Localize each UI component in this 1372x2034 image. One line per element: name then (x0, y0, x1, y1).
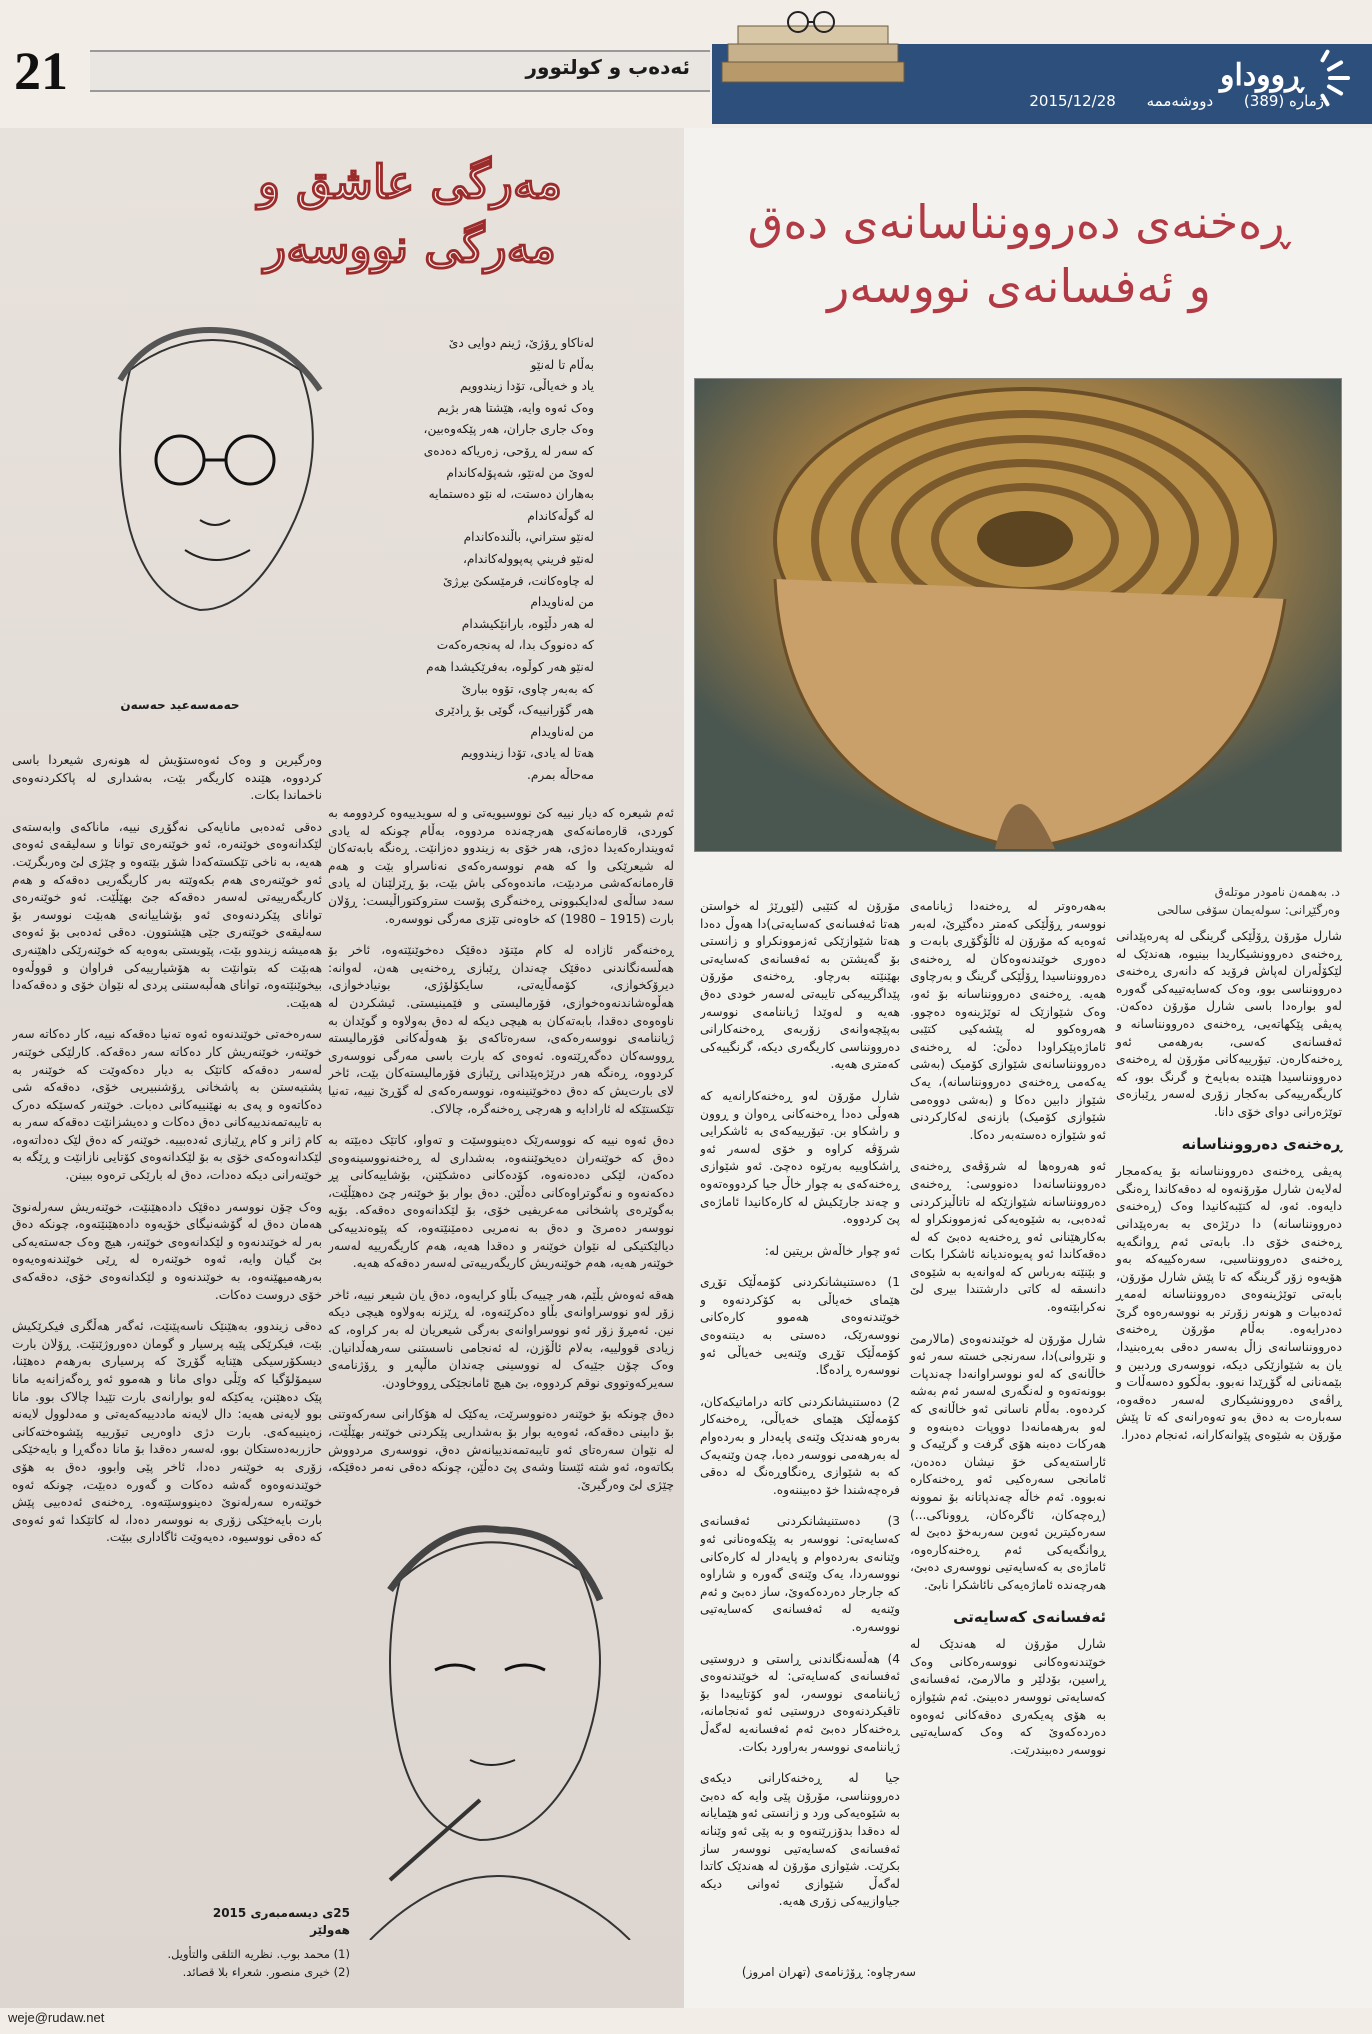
issue-weekday: دووشەممە (1146, 92, 1214, 110)
poem-line: وەک جاری جاران، هەر پێکەوەبین، (423, 422, 594, 437)
books-illustration (718, 4, 908, 86)
logo-text: ڕووداو (1220, 59, 1304, 92)
footer-email: weje@rudaw.net (8, 2010, 105, 2025)
poem-line: بەڵام تا لەنێو (530, 357, 594, 372)
section-bar (90, 50, 710, 92)
article1-title-line1: ڕەخنەی دەروونناسانەی دەق (747, 195, 1291, 249)
article1-author: د. بەهمەن نامودر موتلەق (1214, 885, 1340, 899)
paragraph: شارل مۆرۆن لەو ڕەخنەکارانەیە کە هەوڵی دەدا ڕەخنەکانی ڕەوان و ڕوون و راشکاو بن. تیۆرییەکەی بە ئاشکرایی شرۆڤە کراوە و خۆی لەسەر ئەو ڕاشکاوییە بەرێوە دەچێ. ئەو شێوازی ڕەخنەکەی بە چوار خاڵ جیا کردووەتەوە و چەند جارێکیش لە کارەکانیدا ئاماژەی پێ کردووە. (700, 1088, 900, 1227)
paragraph: دەق ئەوە نییە کە نووسەرێک دەینووسێت و تەواو، کاتێک دەبێتە بە دەق کە خوێنەران دەیخوێننەوە، بەشداری لە ڕەخنەنووسینەوەی دەکەن، لێکی دەدەنەوە، کۆدەکانی دەشکێنن، بۆشاییەکانی پڕ دەکەنەوە و نەگوتراوەکانی دەڵێن. دەق بوار بۆ خوێنەر چێ دەهێڵێت، بەگوێرەی پاشخانی مەعریفیی خۆی، بۆ لێکدانەوەی دەقەکە. بۆیە نووسەر دەمرێ و دەق بە نەمریی دەمێنێتەوە، کە پێوەندییەکی دیالێکتیکی لە نێوان خوێنەر و دەقدا هەیە، هەم کاریگەرییە لەسەر خوێنەر هەیە، هەم خوێنەریش کاریگەرییەتی لەسەر دەقەکە هەیە. (328, 1133, 674, 1271)
page-number: 21 (14, 41, 68, 101)
section-title: ئەدەب و کولتوور (525, 55, 690, 79)
paragraph: شارل مۆرۆن لە خوێندنەوەی (مالارمێ و نێروانی)دا، سەرنجی خستە سەر ئەو خاڵانەی کە لەو نووسراوانەدا چەندپات بوونەتەوە و لەنگەری لەسەر ئەم بەشە کردەوە. بەڵام ناسانی ئەو خاڵانەی کە لەو بەرهەمانەدا دووپات دەبنەوە و هەرکات دەبنە هۆی گرفت و گرێیەک و ئاراستەیەکی خۆ نیشان دەدەن، ئامانجی سەرەکیی ئەو ڕەخنەکارە نەبووە. ئەم خاڵە چەندپاتانە بۆ نموونە (ڕەچەکان، ئاگرەکان، ڕووناکی...) سەرەکیترین ئەوین سەربەخۆ دەبێ لە ڕوانگەیەکی ئەم ڕەخنەکارەوە، ئاماژەی بە کەسایەتیی نووسەری دەبێ، هەرچەندە ئاماژەیەکی نائاشکرا نابێ. (910, 1331, 1106, 1592)
paragraph: ئەم شیعرە کە دیار نییە کێ نووسیویەتی و لە سویدییەوە کردوومە بە کوردی، قارەمانەکەی هەرچەندە مردووە، بەڵام چونکە لە یادی ئەویندارەکەیدا دەژی، هەر خۆی بە زیندوو دەزانێت. ڕەنگە بابەتەکان لە شیعرێکی وا کە هەم نووسەرەکەی نەناسراو بێت و هەم قارەمانەکەشی مردبێت، ماندەوەکی باش بێت، بۆ ڕێزلێنان لە یادی سەد ساڵەی لەدایکبوونی ڕەخنەگری پۆست ستروکتوراڵیست: ڕۆلان بارت (1915 – 1980) کە خاوەنی تێزی مەرگی نووسەرە. (328, 806, 674, 926)
paragraph: شارل مۆرۆن ڕۆڵێکی گرینگی لە پەرەپێدانی ڕەخنەی دەروونشیکاریدا بینیوە، هەندێک لە لێکۆڵەران لەپاش فرۆید کە دانەری ڕەخنەی دەروونناسی بوو، وەک کەسایەتییەکی گەورە لەو بوارەدا باسی شارل مۆرۆن دەکەن. پەیڤی پێکهاتەیی، ڕەخنەی دەروونناسانە و ئەفسانەی کەسی، بەرهەمی ئەو ڕەخنەکارەن. تیۆرییەکانی مۆرۆن لە ڕەخنەی دەروونناسیدا هێندە بەبایەخ و گرنگ بوو، کە کاریگەرییەکی بەکجار زۆری لەسەر ڕێبازەی توێژەرانی دوای خۆی دانا. (1116, 929, 1342, 1119)
paragraph: دەقی ئەدەبی مانایەکی نەگۆڕی نییە، ماناکەی وابەستەی لێکدانەوەی خوێنەرە، ئەو خوێنەرەی توانا و سەلیقەی ئەوەی هەیە، بە ناخی تێکستەکەدا شۆڕ بێتەوە و چێژی لێ وەربگرێت. ئەو خوێنەرەی هەم بکەوێتە بەر کاریگەریی دەقەکە و هەم کاریگەرییەتی لەسەر دەقەکە جێ بهێڵێت. ئەو خوێنەرەی توانای پێکردنەوەی ئەو بۆشاییانەی هەبێت نووسەر بۆ سەلیقەی خوێنەری جێی هێشتوون. دەقی ئەدەبی بۆ ئەوەی هەمیشە زیندوو بێت، پێویستی بەوەیە کە خوێنەرێکی داهێنەری هەبێت کە بتوانێت بە هۆشیارییەکی فراوان و قووڵەوە بیخوێنێتەوە، توانای هەڵبەستنی پردی لە نێوان خۆی و دەقەکەدا هەبێت. (12, 819, 322, 1010)
article2-column-left (12, 752, 322, 1892)
poem-line: من لەناویدام (530, 724, 594, 739)
paragraph: ڕەخنەگەر ئازادە لە کام مێتۆد دەقێک دەخوێنێتەوە، ئاخر بۆ هەڵسەنگاندنی دەقێک چەندان ڕێبازی ڕەخنەیی هەن، لەوانە: دیرۆکخوازی، کۆمەڵایەتی، سایکۆلۆژی، بونیادخوازی، هەڵوەشاندنەوەخوازی، فۆرمالیستی و فێمینیستی. ئیشکردن لە ناوەوەی دەقدا، بابەتەکان بە هیچی دیکە لە دەق بەولاوە و گوێدان بە ژیاننامەی نووسەرەکەی، سەرەتاکەی بۆ هەوڵەکانی فۆرمالیستە ڕووسەکان دەگەڕێتەوە. ئەوەی کە بارت باسی مەرگی نووسەری کردووە، ڕەنگە هەر درێژەپێدانی ڕێبازی فۆرمالیستەکان بێت، ئاخر لای بارت‌یش کە دەق دەخوێنینەوە، نووسەرەکەی لە گۆڕێ نییە، تەنیا تێکستێکە لە ئارادایە و هەرچی ڕەخنەگرە، چالاک. (328, 943, 674, 1116)
poem-line: یاد و خەیاڵی، تۆدا زیندوویم (459, 379, 594, 394)
poem-line: کە سەر لە ڕۆحی، زەریاکە دەدەی (423, 443, 594, 458)
poem-line: لەوێ من لەنێو، شەپۆلەکاندام (446, 465, 594, 480)
article2-title-line1: مەرگی عاشق و (257, 155, 563, 209)
paragraph: 4) هەڵسەنگاندنی ڕاستی و دروستیی ئەفسانەی کەسایەتی: لە خوێندنەوەی ژیاننامەی نووسەر، لەو کۆتاییەدا بۆ تاقیکردنەوەی دروستیی ئەو ئەنجامانە، ڕەخنەکار دەبێ ئەم ئەفسانەیە لەگەڵ ژیاننامەی نووسەر بەراورد بکات. (700, 1651, 900, 1754)
paragraph: وەک چۆن نووسەر دەقێک دادەهێنێت، خوێنەریش سەرلەنوێ هەمان دەق لە گۆشەنیگای خۆیەوە دادەهێنێتەوە، چونکە دەق بەر لە خوێندنەوە و لێکدانەوەی خوێنەر، هیچ وەک جەستەیەکی بێ گیان وایە، ئەوە خوێنەرە لە ڕێی خوێندنەوەیەوە بەرهەمیهێنەوە، بە خوێندنەوە و لێکدانەوەی خۆی، دەقەکەی خۆی دروست دەکات. (12, 1199, 322, 1302)
article1-title-line2: و ئەفسانەی نووسەر (827, 259, 1211, 313)
page-header (0, 0, 1372, 128)
article2-references (60, 1945, 350, 1981)
maze-head-illustration (694, 378, 1342, 852)
paragraph: بەهەرەوتر لە ڕەخنەدا ژیانامەی نووسەر ڕۆڵێکی کەمتر دەگێڕێ، لەبەر ئەوەیە کە مۆرۆن لە ئاڵۆگۆڕی بابەت و دەوری خوێندنەوەکان لە ڕەخنەی دەروونناسیدا ڕۆڵێکی گرینگ و بەرچاوی هەیە. ڕەخنەی دەروونناسانە بۆ ئەو، وەک شێوازێک لە توێژینەوە دەچوو. هەروەکوو لە پێشەکیی کتێبی ئاماژەپێکراودا دەڵێ: لە ڕەخنەی دەروونناسانەی شێوازی کۆمیک (بەشی یەکەمی ڕەخنەی دەروونناسانە)، یەک شێواز دابین دەکا و (بەشی دووەمی شێوازی کۆمیک) بازنەی لەکارکردنی ئەو شێوازە دەستەبەر دەکا. (910, 899, 1106, 1142)
article1-subheading-1: ڕەخنەی دەروونناسانە (1181, 1134, 1342, 1153)
issue-line (724, 92, 1324, 118)
poem-line: لەنێو هەر کوڵوە، بەفرێکیشدا هەم (426, 659, 594, 674)
paragraph: 3) دەستنیشانکردنی ئەفسانەی کەسایەتی: نووسەر بە پێکەوەنانی ئەو وێنانەی بەردەوام و پایەدار لە کارەکانی نووسەردا، یەک وێنەی گەورە و شاراوە کە جارجار دەردەکەوێ، ساز دەبێ و ئەم وێنەیە لە ئەفسانەی کەسایەتیی نووسەرە. (700, 1514, 900, 1634)
author-portrait-sketch (90, 310, 340, 640)
article1-column-1 (1116, 928, 1342, 1459)
poem-line: لەنێو ستراني، باڵندەکاندام (463, 530, 594, 545)
article2-signature (120, 1905, 350, 1939)
paragraph: ئەو هەروەها لە شرۆڤەی ڕەخنەی دەروونناسانەدا دەنووسی: ڕەخنەی دەروونناسانە شێوازێکە لە تاتاڵیزکردنی ئەدەبی، بە شێوەیەکی ئەزموونکراو لە بەکارهێنانی ئەو ڕەخنەیە دەبێ کە لە دەقەکاندا ئەو پەیوەندیانە ئاشکرا بکات و بێنێتە بەرباس کە لەوانەیە بە شێوەی دانسقە لە کاتی دارشتندا بیرى لێ نەکرابێتەوە. (910, 1159, 1106, 1315)
article1-source: سەرچاوە: ڕۆژنامەی (تهران امروز) (741, 1965, 916, 1979)
poem-line: هەتا لە یادی، تۆدا زیندوویم (461, 746, 594, 761)
poem-line: لەناکاو ڕۆژێ، ژینم دوایی دێ (448, 336, 594, 350)
paragraph: سەرەخەتی خوێندنەوە ئەوە تەنیا دەقەکە نییە، کار دەکاتە سەر خوێنەر، خوێنەریش کار دەکاتە سەر دەقەکە. کارلێکی خوێنەر لەسەر دەقەکە کاتێک بە دیار دەکەوێت کە خوێنەر بە پشتبەستن بە پاشخانی ڕۆشنبیریی خۆی، دەقەکە شی دەکاتەوە و پەی بە نهێنییەکانی دەبات. خوێنەر کەسێکە دەرک بە تایبەتمەندییەکانی دەق دەکات و دەیشزانێت دەقەکە سەر بە کام ژانر و کام ڕێبازی ئەدەبییە. خوێنەر کە دەق لێک دەداتەوە، لێکدانەوەکەی خۆی بە بۆ لێکدانەوەی کۆتایی نازانێت و ڕێگە بە خوێنەرانی دیکە دەدات، دەق لە بارێکی ترەوە ببینن. (12, 1027, 322, 1183)
paragraph: 2) دەستنیشانکردنی کاتە دراماتیکەکان، کۆمەڵێک هێمای خەیاڵی، ڕەخنەکار بەرەو هەندێک وێنەی پایەدار و بەردەوام لە بەرهەمی نووسەر دەبا، چەن وێنەیەک کە بە شێوازی ڕەنگاوڕەنگ لە دەقی فرەچەشندا خۆ دەبیننەوە. (700, 1394, 900, 1497)
poem-line: لە هەر دڵێوە، بارانێکیشدام (461, 616, 594, 631)
poem-line: هەر گۆرانییەک، گوێی بۆ ڕادێری (434, 703, 594, 718)
article2-title (150, 150, 670, 278)
article2-title-line2: مەرگی نووسەر (264, 219, 556, 273)
paragraph: 1) دەستنیشانکردنی کۆمەڵێک تۆڕی هێمای خەیاڵی بە کۆکردنەوە و خوێندنەوەی هەموو کارەکانی نووسەرێک، دەستی بە دیتنەوەی کۆمەڵێک تۆڕی وێنەیی خەیاڵی ئەو نووسەرە ڕادەگا. (700, 1275, 900, 1378)
poem-line: مەحاڵە بمرم. (526, 767, 594, 782)
issue-date: 2015/12/28 (1029, 92, 1116, 110)
paragraph: وەرگیرین و وەک ئەوەستۆیش لە هونەری شیعردا باسی کردووە، هێندە کاریگەر بێت، بەشداری لە پاککردنەوەی ناخماندا بکات. (12, 753, 322, 803)
poem-line: کە دەنووک بدا، لە پەنجەرەکەت (436, 638, 594, 653)
signature-date: 25ی دیسەمبەری 2015 (212, 1906, 350, 1920)
poem-line: وەک ئەوە وایە، هێشتا هەر بژیم (437, 400, 594, 415)
article1-title (694, 190, 1344, 318)
poem-line: لەنێو فریني پەپوولەکاندام، (462, 551, 594, 566)
signature-place: هەولێر (310, 1923, 350, 1937)
poem-line: لە گوڵەکاندام (527, 508, 594, 523)
poem-line: لە چاوەکانت، فرمێسکێ بڕژێ (443, 573, 594, 588)
poem-line: بەهاران دەستت، لە نێو دەستمایە (428, 487, 594, 502)
paragraph: هەقە ئەوەش بڵێم، هەر چییەک بڵاو کرایەوە، دەق یان شیعر نییە، ئاخر زۆر لەو نووسراوانەی بڵاو دەکرێنەوە، لە ڕێزنە بەولاوە هیچی دیکە نین. ئەمڕۆ زۆر ئەو نووسراوانەی بەرگی شیعریان لە بەر کراوە، کە زیادی قوولییە، بەلام ئاڵۆزن، لە ئەنجامی ناسستنی سەرهەڵدانیان. وەک چۆن جێیەک لە نووسینی چەندان ماڵپەڕ و ڕۆژنامەی سەیرکەوتووی نوقم کردووە، بێ هیچ ئامانجێکی ڕووخاودن. (328, 1287, 674, 1390)
article1-translator: وەرگێڕانی: سولەیمان سۆفی سالحی (1157, 903, 1340, 917)
article1-byline (1090, 883, 1340, 919)
paragraph: پەیڤی ڕەخنەی دەروونناسانە بۆ یەکەمجار لەلایەن شارل مۆرۆنەوە لە دەقەکاندا ڕەنگی دایەوە. ئەو، لە کتێبەکانیدا وەک (ڕەخنەی دەروونناسانە) دا درێژەی بە بەرەپێدانی ڕەخنەی خۆی دا. بابەتی ئەم ڕوانگەیە ڕەخنەی دەروونناسیی، سەرەکییەکە بەو هۆیەوە زۆر گرینگە کە تا پێش شارل مۆرۆن، بابەتی توێژینەوەی دەروونناسانە لەمەڕ ئەدەبیات و هونەر زۆرتر بە نووسەرەوە گرێ دەدرایەوە. بەڵام مۆرۆن ڕەخنەی دەروونناسانەی زاڵ بەسەر دەقی بەڕەبنیدا، یان بە شێوازێکی دیکە، نووسەری وردبین و بێمەنانی لە گۆڕێدا نەبوو. بەڵکوو دەسەڵات و ڕاڤەی دەروونشیکاری لەسەر دەقەوە، سەبارەت بە دەق بەو تەوەرانەی کە تا پێش مۆرۆن بە شێوەی پێوانەکارانە، ئەنجام دەدرا. (1116, 1164, 1342, 1443)
paragraph: مۆرۆن لە کتێبی (لێوڕێژ لە خواستن هەتا ئەفسانەی کەسایەتی)دا هەوڵ دەدا هەتا شێوازێکی ئەزموونکراو و زانستی بۆ گەیشتن بە ئەفسانەی کەسایەتی بهێنێتە بەرچاو. ڕەخنەی مۆرۆن پێداگرییەکی تایبەتی لەسەر خودی دەق هەیە و لەوێدا ژیاننامەی نووسەر بەپێچەوانەی زۆربەی ڕەخنەکارانی دەروونناسی کاریگەری دیکە، گرنگییەکی کەمتری هەیە. (700, 899, 900, 1072)
article1-subheading-2: ئەفسانەی کەسایەتی (953, 1607, 1106, 1626)
paragraph: ئەو چوار خاڵەش بریتین لە: (764, 1243, 900, 1258)
paragraph: جیا لە ڕەخنەکارانی دیکەی دەروونناسی، مۆرۆن پێی وایە کە دەبێ بە شێوەیەکی ورد و زانستی ئەو هێمایانە لە دەقدا بدۆزرێنەوە و بە پێی ئەو وێنانە ئەفسانەی کەسایەتیی نووسەر ساز بکرێت. شێوازی مۆرۆن لە هەندێک کاتدا لەگەڵ شێوازی ئەوانی دیکە جیاوازییەکی زۆری هەیە. (700, 1771, 900, 1909)
article1-column-3 (700, 898, 900, 1948)
reference-item: (2) خیری منصور. شعراء بلا قصائد. (182, 1965, 350, 1979)
poem-line: من لەناویدام (530, 595, 594, 610)
paragraph: شارل مۆرۆن لە هەندێک لە خوێندنەوەکانی نووسەرەکانی وەک ڕاسین، بۆدلێر و مالارمێ، ئەفسانەی کەسایەتی نووسەر دەبینێ. ئەم شێوازە بە هۆی پەیکەری دەقەکانی ئەوەوە دەردەکەوێ کە وەک کەسایەتیی نووسەر دەبیندرێت. (910, 1637, 1106, 1757)
reference-item: (1) محمد بوب. نظریه التلقی والتأویل. (167, 1947, 350, 1961)
poem-block (318, 333, 594, 786)
issue-number: ژمارە (389) (1243, 92, 1324, 110)
article2-author: حەمەسەعید حەسەن (120, 698, 240, 712)
paragraph: دەق چونکە بۆ خوێنەر دەنووسرێت، یەکێک لە هۆکارانی سەرکەوتنی بۆ دابینی دەقەکە، ئەوەیە بوار بۆ بەشداریی پێکردنی خوێنەر بهێڵێت، لە نێوان سەرەتای ئەو تایبەتمەندییانەش دەق، نووسەری مردووش بکاتەوە، ئەو شتە ئێستا وشەی پێ دەڵێن، چونکە دەقی نەمر دەقێکە، چێژی لێ وەرگیرێ. (328, 1407, 674, 1492)
paragraph: دەقی زیندوو، بەهێنێک ناسەپێنێت، ئەگەر هەڵگری فیکرێکیش بێت، فیکرێکی پێیە پرسیار و گومان دەوروژێنێت. ڕۆلان بارت دیسکۆرسیکی هێنایە گۆڕێ کە پرسیاری بەرهەم دەهێنا، سیمۆلۆگیا کە وێڵی دوای مانا و هەموو ئەو ڕەگەزانەیە مانا پێک دەهێنن، یەکێکە لەو بوارانەی بارت تێیدا چالاک بوو. مانا بوو لایەنی هەیە: دال لایەنە ماددییەکەیەتی و مەدلوول لایەنە زەینییەکەی. بارت دژی داوەریی تیۆرییە پێشوەختەکانی حازربەدەستکان بوو، لەسەر دەقدا بۆ مانا دەگەڕا و بایەخێکی زۆری بە خوێنەر دەدا، ئاخر پێی وابوو، دەق بە هۆی خوێندنەوەوە گەشە دەکات و گەورە دەبێت، چونکە ئەوە خوێنەرە سەرلەنوێ دەینووسێتەوە. ڕەخنەی ئەدەبیی پێش بارت بایەخێکی زۆری بە نووسەر دەدا، لە کاتێکدا ئەو ئەوەی کە دەقی نووسیوە، دەیەوێت ئاگاداری ببێت. (12, 1319, 322, 1545)
article1-column-2 (910, 898, 1106, 1773)
roland-barthes-sketch (330, 1500, 650, 1940)
poem-line: کە بەبەر چاوی، تۆوە ببارێ (461, 681, 594, 696)
